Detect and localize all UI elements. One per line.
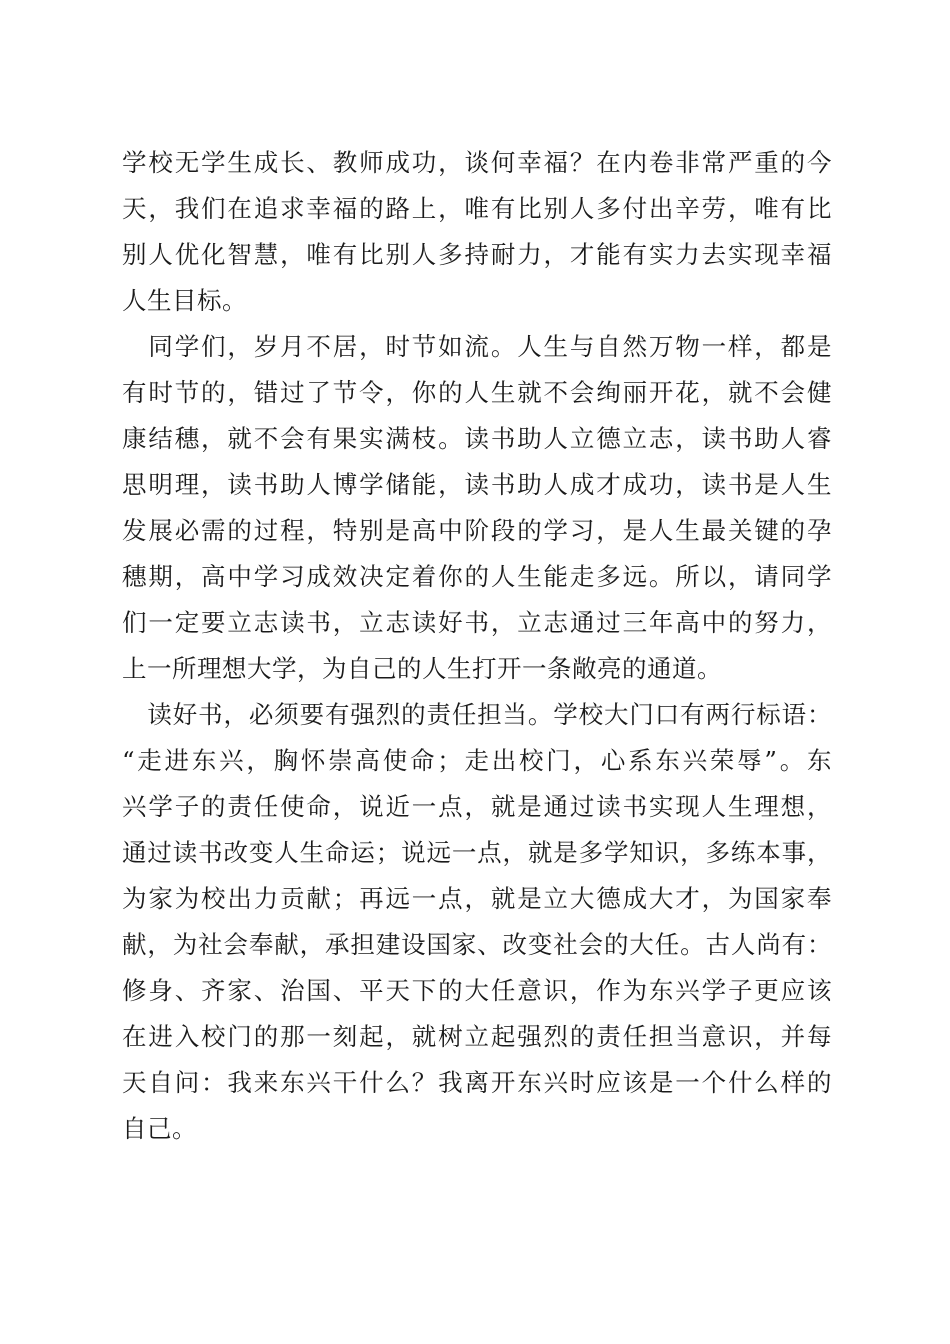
text-line: 康结穗，就不会有果实满枝。读书助人立德立志，读书助人睿 [122,424,832,453]
document-body [122,140,832,1152]
text-line: 兴学子的责任使命，说近一点，就是通过读书实现人生理想， [122,792,832,821]
text-line: “走进东兴，胸怀崇高使命；走出校门，心系东兴荣辱”。东 [122,746,832,775]
text-line: 通过读书改变人生命运；说远一点，就是多学知识，多练本事， [122,838,832,867]
text-line: 天自问：我来东兴干什么？我离开东兴时应该是一个什么样的 [122,1068,832,1097]
text-line: 自己。 [122,1114,197,1143]
text-line: 别人优化智慧，唯有比别人多持耐力，才能有实力去实现幸福 [122,240,832,269]
text-line: 有时节的，错过了节令，你的人生就不会绚丽开花，就不会健 [122,378,832,407]
text-line: 发展必需的过程，特别是高中阶段的学习，是人生最关键的孕 [122,516,832,545]
text-line: 献，为社会奉献，承担建设国家、改变社会的大任。古人尚有： [122,930,832,959]
text-line: 同学们，岁月不居，时节如流。人生与自然万物一样，都是 [122,332,832,361]
text-line: 修身、齐家、治国、平天下的大任意识，作为东兴学子更应该 [122,976,832,1005]
text-line: 天，我们在追求幸福的路上，唯有比别人多付出辛劳，唯有比 [122,194,832,223]
text-line: 穗期，高中学习成效决定着你的人生能走多远。所以，请同学 [122,562,832,591]
text-line: 人生目标。 [122,286,247,315]
text-line: 们一定要立志读书，立志读好书，立志通过三年高中的努力， [122,608,832,637]
text-line: 读好书，必须要有强烈的责任担当。学校大门口有两行标语： [122,700,832,729]
text-line: 学校无学生成长、教师成功，谈何幸福？在内卷非常严重的今 [122,148,832,177]
text-line: 在进入校门的那一刻起，就树立起强烈的责任担当意识，并每 [122,1022,832,1051]
text-line: 为家为校出力贡献；再远一点，就是立大德成大才，为国家奉 [122,884,832,913]
text-line: 上一所理想大学，为自己的人生打开一条敞亮的通道。 [122,654,722,683]
text-line: 思明理，读书助人博学储能，读书助人成才成功，读书是人生 [122,470,832,499]
